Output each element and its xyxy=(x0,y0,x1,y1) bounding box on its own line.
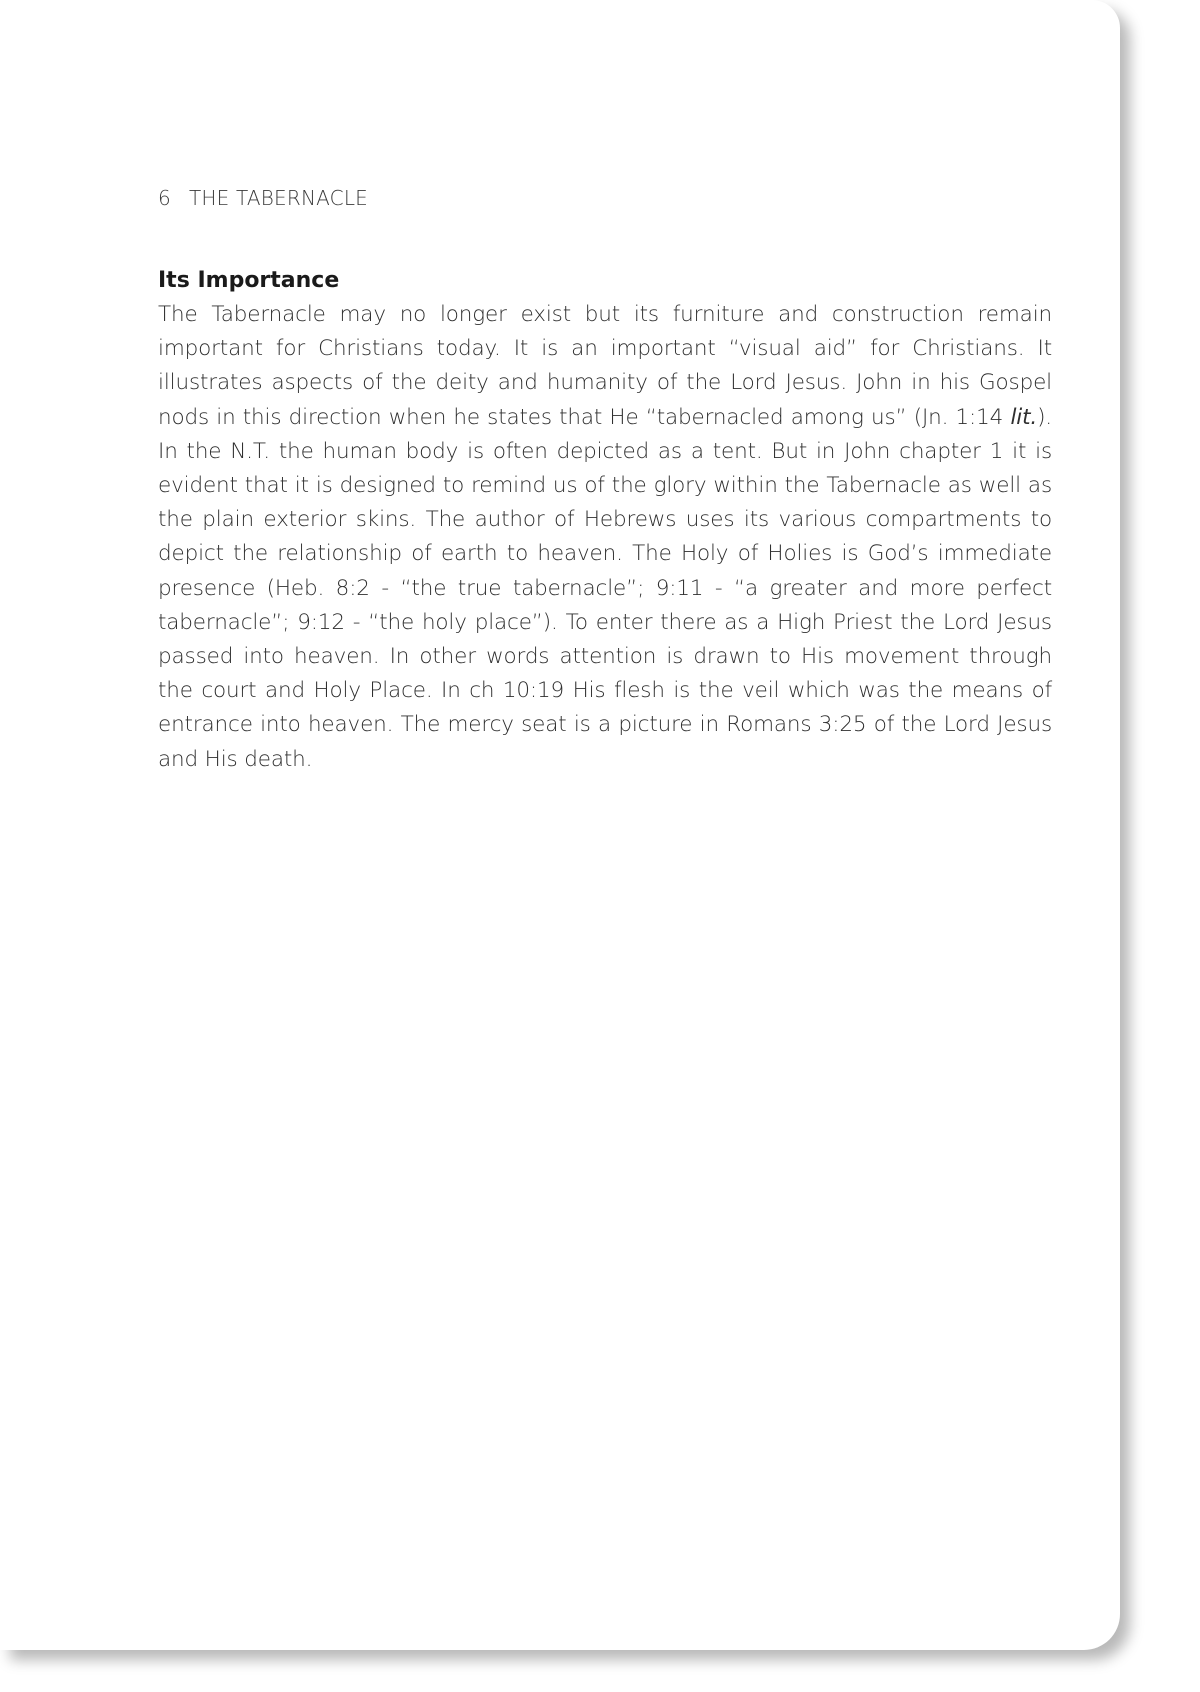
body-paragraph xyxy=(158,298,1052,777)
paragraph-text-part1: The Tabernacle may no longer exist but its furniture and construction remain important for Christians today. It is an important “visual aid” for Christians. It illustrates aspects of the deity and humanity of the Lord Jesus. John in his Gospel nods in this direction when he states that He “tabernacled among us” (Jn. 1:14 xyxy=(158,302,1052,430)
paragraph-italic-lit: lit. xyxy=(1010,404,1038,430)
running-header xyxy=(158,186,368,210)
section-heading: Its Importance xyxy=(158,268,340,293)
running-title: THE TABERNACLE xyxy=(188,186,368,210)
paragraph-text-part2: ). In the N.T. the human body is often depicted as a tent. But in John chapter 1 it is evident that it is designed to remind us of the glory within the Tabernacle as well as the plain exterior skins. The author of Hebrews uses its various compartments to depict the relationship of earth to heaven. The Holy of Holies is God’s immediate presence (Heb. 8:2 - “the true tabernacle”; 9:11 - “a greater and more perfect tabernacle”; 9:12 - “the holy place”). To enter there as a High Priest the Lord Jesus passed into heaven. In other words attention is drawn to His movement through the court and Holy Place. In ch 10:19 His flesh is the veil which was the means of entrance into heaven. The mercy seat is a picture in Romans 3:25 of the Lord Jesus and His death. xyxy=(158,404,1052,772)
page-number: 6 xyxy=(158,186,171,210)
section-content xyxy=(158,264,1052,777)
